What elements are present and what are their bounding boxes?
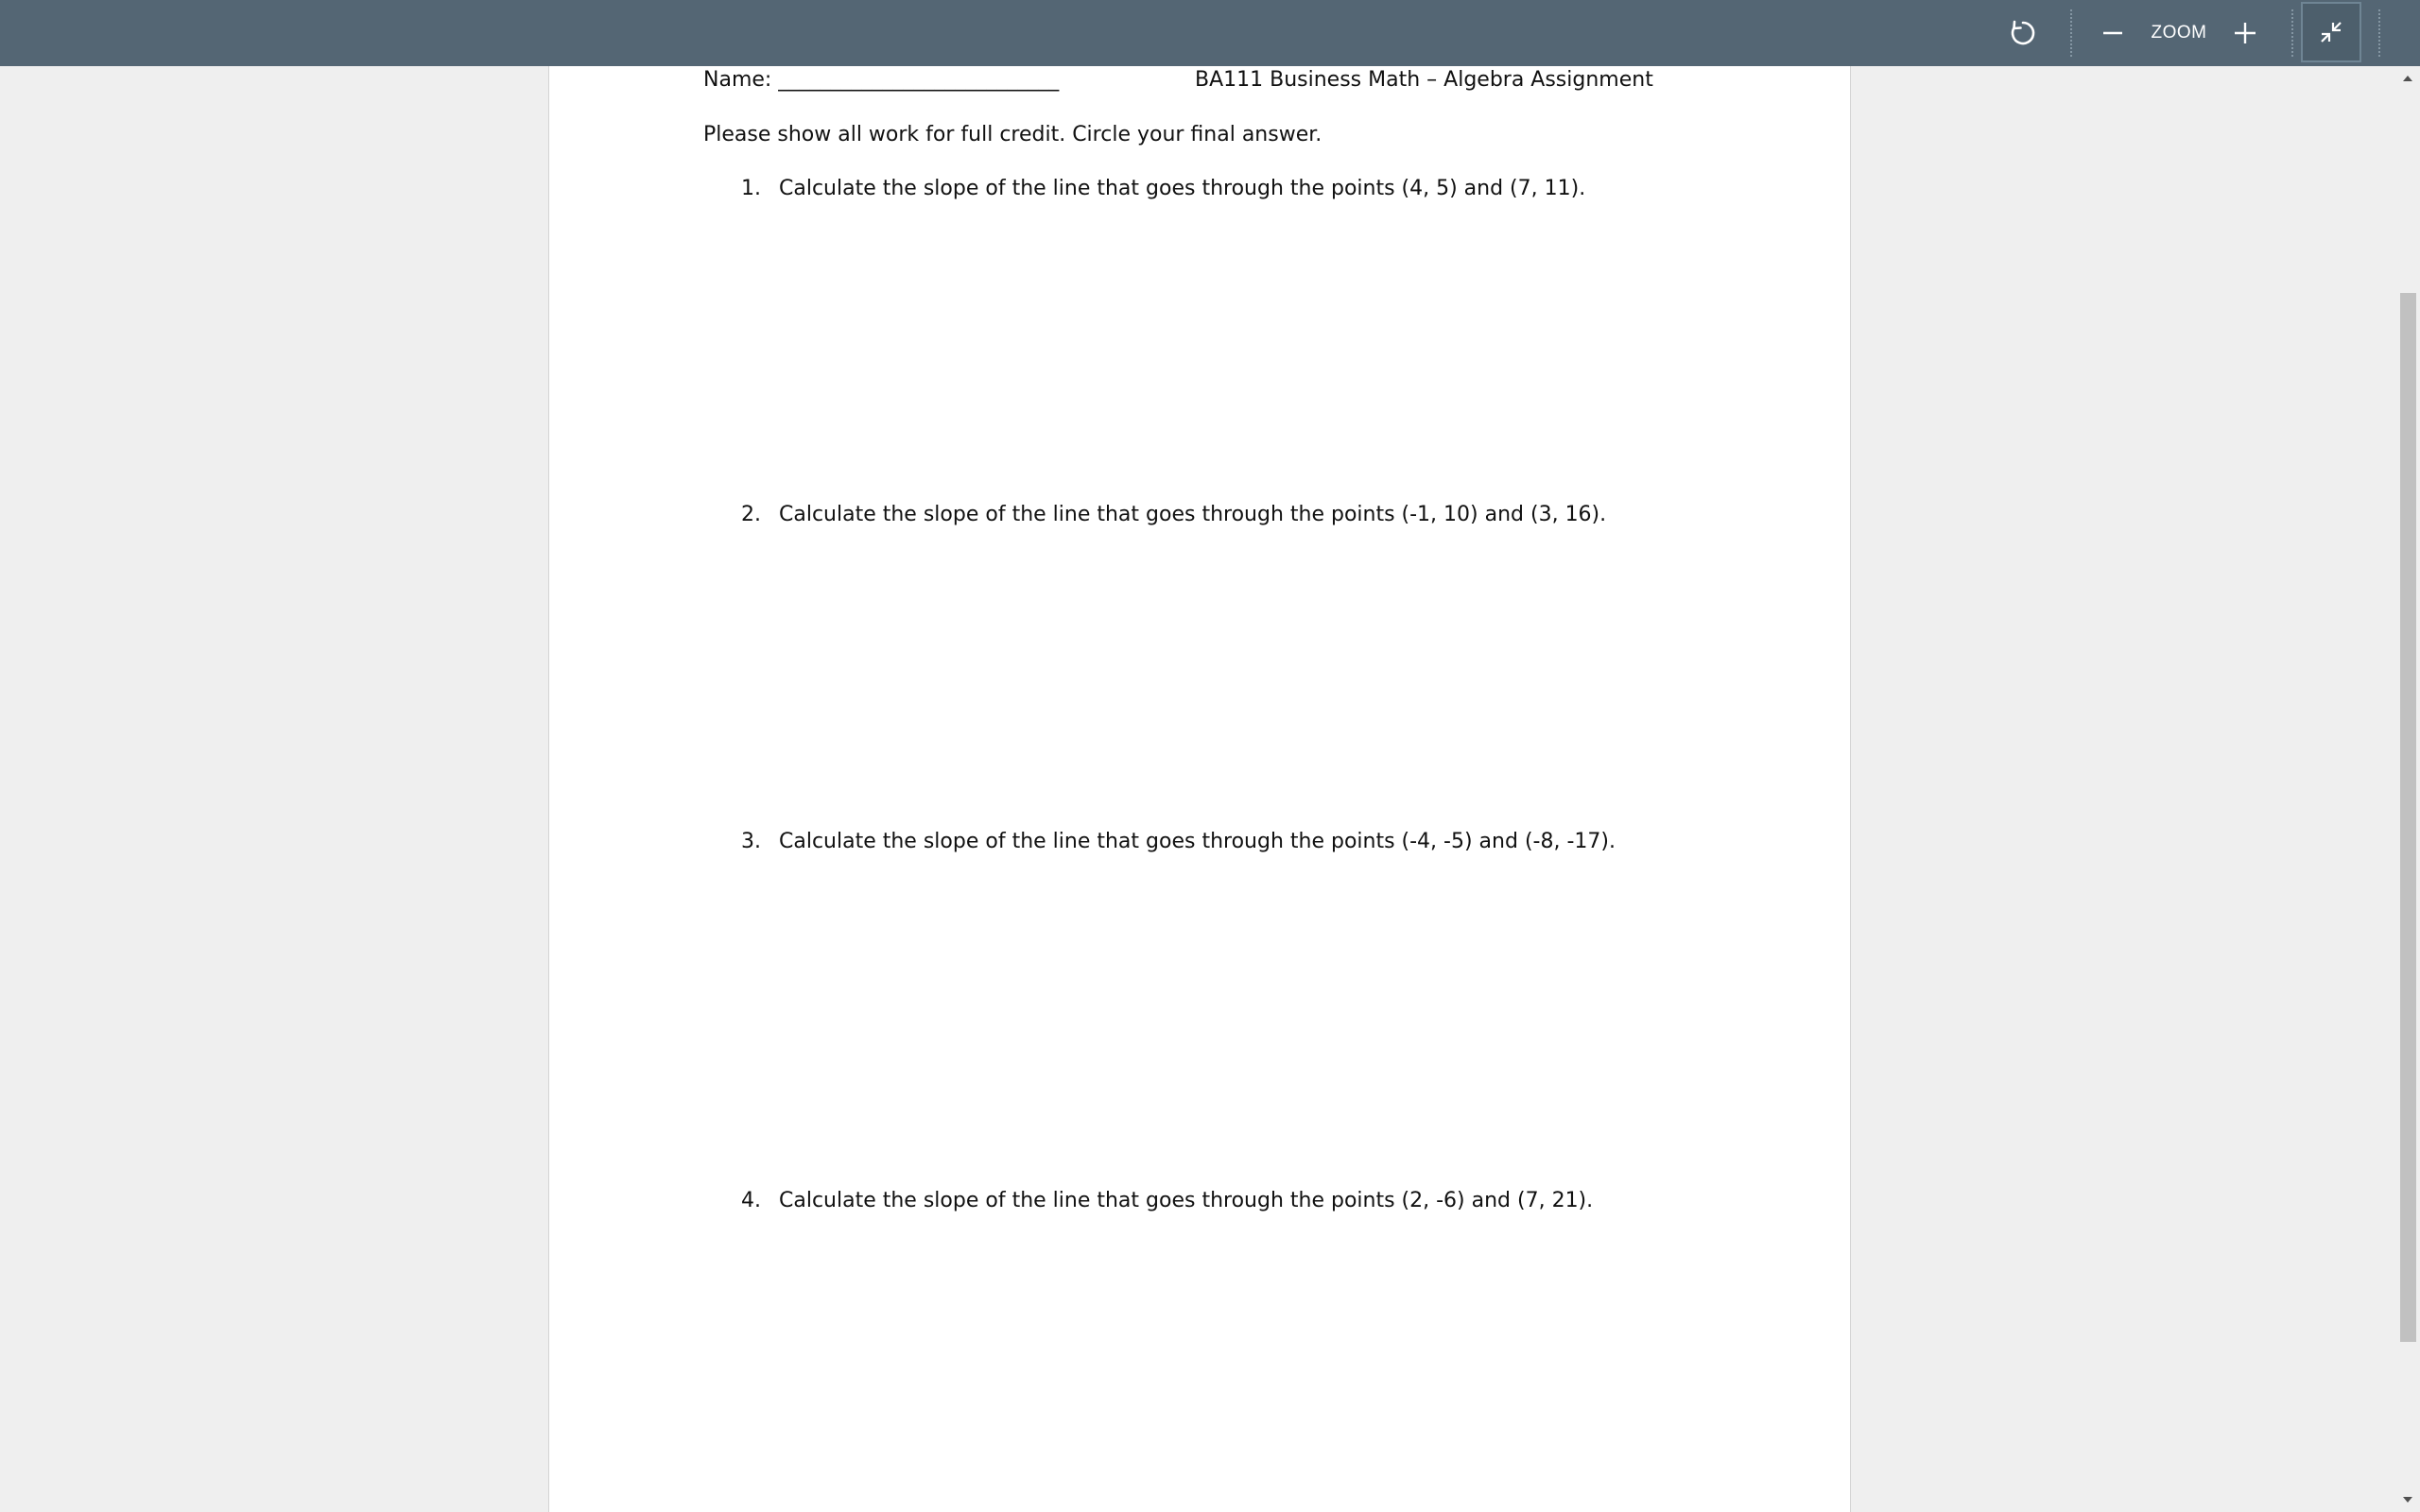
minus-icon (2101, 22, 2124, 44)
arrow-down-icon[interactable] (2403, 1497, 2412, 1503)
collapse-icon (2317, 18, 2345, 46)
instructions: Please show all work for full credit. Circle your final answer. (703, 123, 1322, 146)
exit-fullscreen-button[interactable] (2301, 2, 2361, 62)
plus-icon (2233, 21, 2257, 45)
question-number: 4. (741, 1189, 761, 1212)
question-text: Calculate the slope of the line that goes through the points (2, -6) and (7, 21). (779, 1189, 1594, 1212)
rotate-icon (2009, 19, 2037, 47)
zoom-in-button[interactable] (2223, 0, 2267, 66)
arrow-up-icon[interactable] (2403, 76, 2412, 81)
document-page (548, 66, 1851, 1512)
rotate-button[interactable] (1996, 0, 2049, 66)
question-text: Calculate the slope of the line that goes through the points (-1, 10) and (3, 16). (779, 503, 1607, 526)
viewer-toolbar (0, 0, 2420, 66)
toolbar-separator (2070, 9, 2072, 57)
question-number: 1. (741, 177, 761, 200)
question-number: 3. (741, 830, 761, 853)
scroll-thumb[interactable] (2400, 293, 2416, 1342)
question-text: Calculate the slope of the line that goes through the points (4, 5) and (7, 11). (779, 177, 1586, 200)
question-number: 2. (741, 503, 761, 526)
zoom-label: ZOOM (2151, 23, 2207, 43)
zoom-out-button[interactable] (2091, 0, 2135, 66)
toolbar-separator (2378, 9, 2380, 57)
document-viewer[interactable] (0, 66, 2420, 1512)
vertical-scrollbar[interactable] (2396, 66, 2420, 1512)
question-text: Calculate the slope of the line that goes through the points (-4, -5) and (-8, -17). (779, 830, 1616, 853)
name-field-label: Name: ___________________________ (703, 68, 1060, 92)
document-title: BA111 Business Math – Algebra Assignment (1195, 68, 1653, 92)
toolbar-separator (2291, 9, 2293, 57)
